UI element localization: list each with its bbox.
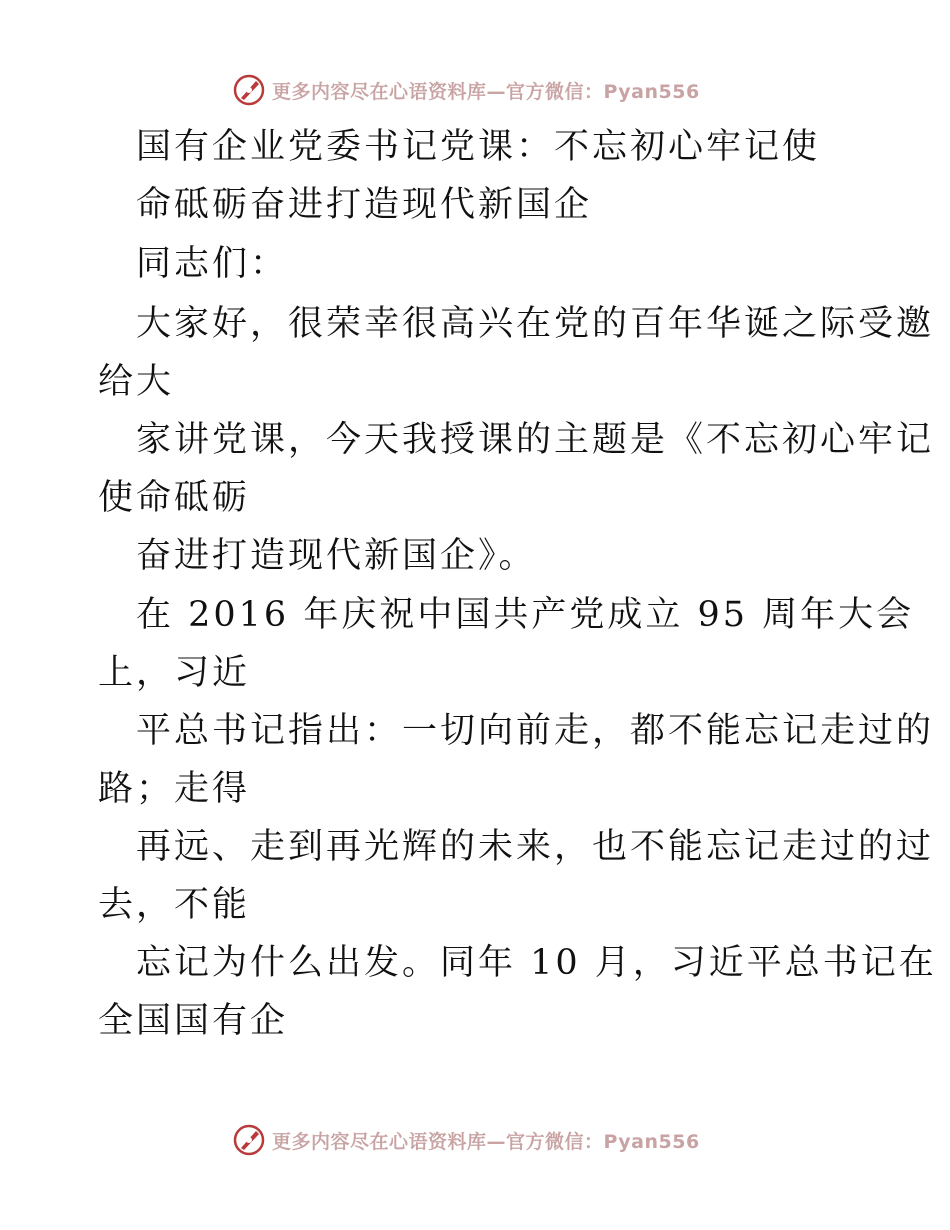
header-watermark-text: 更多内容尽在心语资料库—官方微信：Pyan556 <box>272 80 700 103</box>
body-line: 全国国有企 <box>98 1001 289 1041</box>
salutation: 同志们： <box>136 244 289 284</box>
body-line: 家讲党课，今天我授课的主题是《不忘初心牢记 <box>136 420 935 460</box>
body-line: 去，不能 <box>98 885 251 925</box>
body-line: 给大 <box>98 362 175 402</box>
body-line: 奋进打造现代新国企》。 <box>136 536 537 576</box>
quill-logo-icon <box>232 73 266 107</box>
body-line: 上，习近 <box>98 653 251 693</box>
body-line: 在 2016 年庆祝中国共产党成立 95 周年大会 <box>136 595 915 635</box>
doc-title-line-1: 国有企业党委书记党课：不忘初心牢记使 <box>136 127 821 167</box>
body-line: 忘记为什么出发。同年 10 月，习近平总书记在 <box>136 943 937 983</box>
footer-watermark-text: 更多内容尽在心语资料库—官方微信：Pyan556 <box>272 1130 700 1153</box>
doc-title-line-2: 命砥砺奋进打造现代新国企 <box>136 185 593 225</box>
footer-watermark <box>232 1120 700 1160</box>
header-watermark <box>232 70 700 110</box>
body-line: 使命砥砺 <box>98 478 251 518</box>
body-line: 平总书记指出：一切向前走，都不能忘记走过的 <box>136 711 935 751</box>
quill-logo-icon <box>232 1123 266 1157</box>
body-line: 路；走得 <box>98 769 251 809</box>
body-line: 大家好，很荣幸很高兴在党的百年华诞之际受邀 <box>136 304 935 344</box>
body-line: 再远、走到再光辉的未来，也不能忘记走过的过 <box>136 827 935 867</box>
